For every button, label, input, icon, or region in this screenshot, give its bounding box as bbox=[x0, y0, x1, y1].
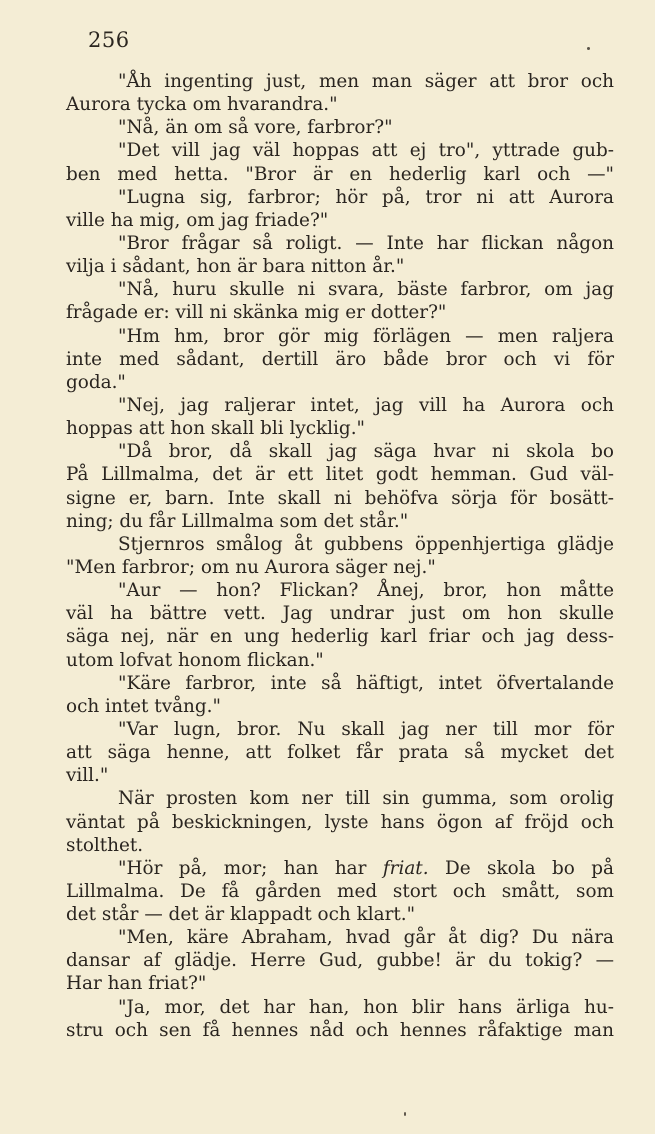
print-speck bbox=[587, 47, 590, 50]
text-line: vilja i sådant, hon är bara nitton år." bbox=[66, 256, 405, 278]
page-number: 256 bbox=[88, 28, 130, 52]
text-line: hoppas att hon skall bli lycklig." bbox=[66, 418, 366, 440]
text-line: stru och sen få hennes nåd och hennes råfaktige man bbox=[66, 1019, 614, 1041]
text-line: ville ha mig, om jag friade?" bbox=[66, 209, 329, 231]
print-speck bbox=[404, 1112, 406, 1116]
text-line: "Åh ingenting just, men man säger att bror och bbox=[118, 71, 614, 92]
text-line: inte med sådant, dertill äro både bror och vi för bbox=[66, 348, 614, 370]
text-line: Lillmalma. De få gården med stort och smått, som bbox=[66, 880, 614, 902]
text-line: "Nå, huru skulle ni svara, bäste farbror, om jag bbox=[118, 279, 614, 301]
body-text bbox=[66, 70, 614, 1042]
text-line: utom lofvat honom flickan." bbox=[66, 649, 324, 671]
emphasized-word: friat. bbox=[382, 857, 429, 879]
text-line: När prosten kom ner till sin gumma, som orolig bbox=[118, 788, 614, 810]
text-line: att säga henne, att folket får prata så mycket det bbox=[66, 742, 614, 764]
text-line: dansar af glädje. Herre Gud, gubbe! är du tokig? — bbox=[66, 950, 614, 972]
text-line: "Lugna sig, farbror; hör på, tror ni att Aurora bbox=[118, 186, 614, 208]
text-line: ben med hetta. "Bror är en hederlig karl och —" bbox=[66, 163, 614, 185]
text-line: "Men farbror; om nu Aurora säger nej." bbox=[66, 556, 436, 578]
text-line: goda." bbox=[66, 371, 126, 393]
text-line: "Var lugn, bror. Nu skall jag ner till mor för bbox=[118, 718, 614, 740]
text-line: På Lillmalma, det är ett litet godt hemman. Gud väl- bbox=[66, 464, 614, 486]
text-line: "Då bror, då skall jag säga hvar ni skola bo bbox=[118, 441, 614, 463]
text-line: frågade er: vill ni skänka mig er dotter?" bbox=[66, 302, 447, 324]
text-line: "Nej, jag raljerar intet, jag vill ha Aurora och bbox=[118, 394, 614, 416]
text-line: "Ja, mor, det har han, hon blir hans ärliga hu- bbox=[118, 996, 614, 1018]
text-line: väntat på beskickningen, lyste hans ögon af fröjd och bbox=[66, 811, 614, 833]
text-line: Har han friat?" bbox=[66, 973, 207, 995]
text-line: det står — det är klappadt och klart." bbox=[66, 904, 416, 926]
text-line: och intet tvång." bbox=[66, 695, 221, 717]
text-line: säga nej, när en ung hederlig karl friar och jag dess- bbox=[66, 626, 614, 648]
text-line: ning; du får Lillmalma som det står." bbox=[66, 510, 409, 532]
text-line: Stjernros smålog åt gubbens öppenhjertiga glädje bbox=[118, 533, 614, 555]
text-line: "Men, käre Abraham, hvad går åt dig? Du nära bbox=[118, 927, 614, 949]
line-text-after: De skola bo på bbox=[428, 857, 614, 879]
text-line-with-emphasis bbox=[66, 857, 614, 880]
text-line: "Nå, än om så vore, farbror?" bbox=[118, 117, 393, 139]
text-line: väl ha bättre vett. Jag undrar just om hon skulle bbox=[66, 603, 614, 625]
text-line: "Käre farbror, inte så häftigt, intet öfvertalande bbox=[118, 672, 614, 694]
text-line: signe er, barn. Inte skall ni behöfva sörja för bosätt- bbox=[66, 487, 614, 509]
text-line: "Det vill jag väl hoppas att ej tro", yttrade gub- bbox=[118, 140, 614, 162]
text-line: Aurora tycka om hvarandra." bbox=[66, 94, 338, 116]
line-text-before: "Hör på, mor; han har bbox=[118, 857, 383, 879]
text-line: vill." bbox=[66, 765, 109, 787]
text-line: "Aur — hon? Flickan? Ånej, bror, hon måtte bbox=[118, 580, 614, 602]
text-line: "Hm hm, bror gör mig förlägen — men raljera bbox=[118, 325, 614, 347]
text-line: stolthet. bbox=[66, 834, 144, 856]
text-line: "Bror frågar så roligt. — Inte har flickan någon bbox=[118, 232, 614, 254]
